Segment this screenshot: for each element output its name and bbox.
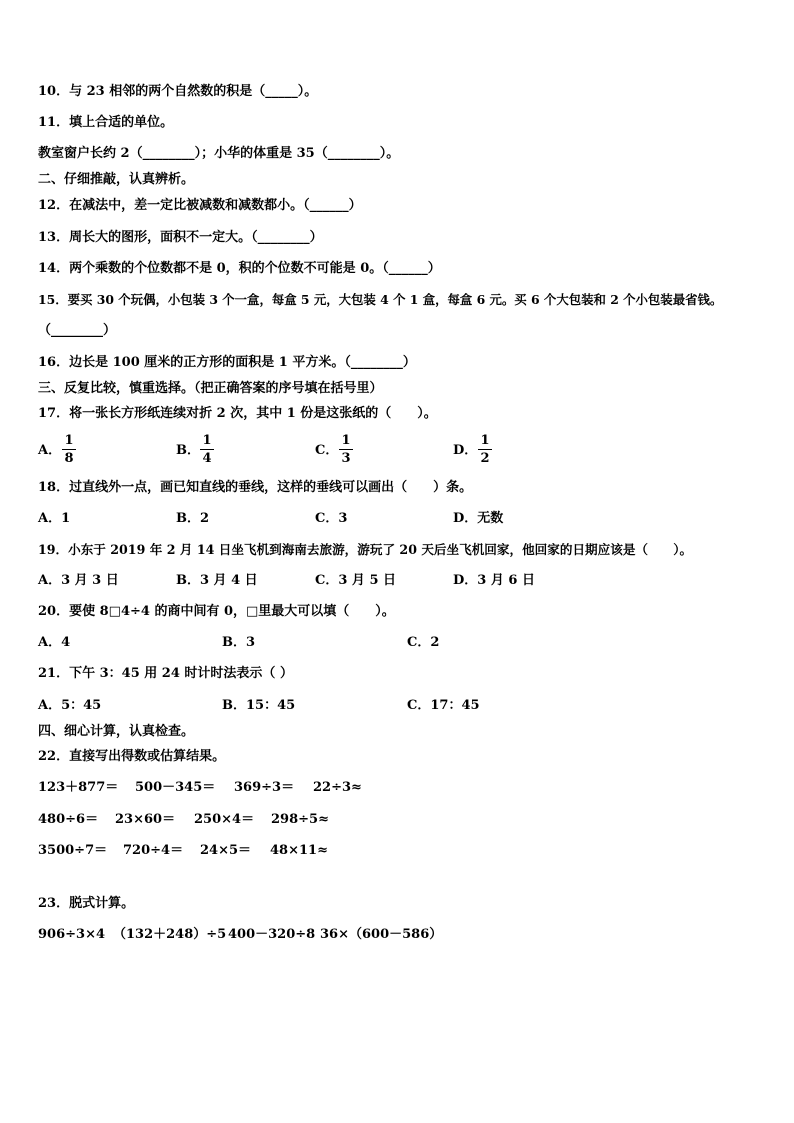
- q17-option-b-label: B．: [176, 443, 200, 458]
- question-19: 19．小东于 2019 年 2 月 14 日坐飞机到海南去旅游，游玩了 20 天后坐飞机回家，他回家的日期应该是（ ）。: [38, 542, 693, 557]
- question-23: 23．脱式计算。: [38, 896, 135, 911]
- q20-option-b: B．3: [222, 635, 256, 650]
- section-3-heading: 三、反复比较，慎重选择。（把正确答案的序号填在括号里）: [38, 381, 383, 396]
- question-20: 20．要使 8□4÷4 的商中间有 0，□里最大可以填（ ）。: [38, 604, 395, 619]
- q17-option-d-label: D．: [453, 443, 478, 458]
- q18-option-b: B．2: [176, 511, 210, 526]
- q17-option-d-fraction: 1 2: [478, 433, 492, 466]
- q23-item: （132＋248）÷5: [113, 927, 227, 942]
- q22-item: 369÷3＝: [234, 780, 295, 795]
- question-12: 12．在减法中，差一定比被减数和减数都小。（______）: [38, 198, 362, 213]
- q18-option-c: C．3: [315, 511, 348, 526]
- q22-item: 3500÷7＝: [38, 843, 108, 858]
- question-16: 16．边长是 100 厘米的正方形的面积是 1 平方米。（________）: [38, 355, 416, 370]
- q21-option-a: A．5：45: [38, 698, 102, 713]
- question-10: 10．与 23 相邻的两个自然数的积是（_____）。: [38, 84, 318, 99]
- q22-item: 48×11≈: [270, 843, 328, 858]
- q22-item: 250×4＝: [194, 812, 255, 827]
- question-14: 14．两个乘数的个位数都不是 0，积的个位数不可能是 0。（______）: [38, 261, 441, 276]
- q19-option-d: D．3 月 6 日: [453, 573, 535, 588]
- q21-option-c: C．17：45: [407, 698, 480, 713]
- q17-option-b-fraction: 1 4: [200, 433, 214, 466]
- question-21: 21．下午 3：45 用 24 时计时法表示（ ）: [38, 666, 293, 681]
- question-17: 17．将一张长方形纸连续对折 2 次，其中 1 份是这张纸的（ ）。: [38, 406, 437, 421]
- q22-item: 23×60＝: [115, 812, 176, 827]
- q19-option-b: B．3 月 4 日: [176, 573, 258, 588]
- section-4-heading: 四、细心计算，认真检查。: [38, 724, 195, 739]
- q22-item: 24×5＝: [200, 843, 252, 858]
- question-11: 11．填上合适的单位。: [38, 115, 174, 130]
- q22-item: 123＋877＝: [38, 780, 119, 795]
- question-15: 15．要买 30 个玩偶，小包装 3 个一盒，每盒 5 元，大包装 4 个 1 盒，每盒 6 元。买 6 个大包装和 2 个小包装最省钱。: [38, 292, 723, 307]
- q22-item: 298÷5≈: [271, 812, 329, 827]
- q17-option-a-label: A．: [38, 443, 62, 458]
- q22-item: 500－345＝: [135, 780, 216, 795]
- q17-option-a-fraction: 1 8: [62, 433, 76, 466]
- q17-option-c-fraction: 1 3: [339, 433, 353, 466]
- q19-option-a: A．3 月 3 日: [38, 573, 119, 588]
- q22-item: 480÷6＝: [38, 812, 99, 827]
- q22-item: 22÷3≈: [313, 780, 362, 795]
- q23-item: 36×（600－586）: [320, 927, 443, 942]
- q22-item: 720÷4＝: [123, 843, 184, 858]
- q20-option-c: C．2: [407, 635, 440, 650]
- q18-option-a: A．1: [38, 511, 71, 526]
- q18-option-d: D．无数: [453, 511, 504, 526]
- question-18: 18．过直线外一点，画已知直线的垂线，这样的垂线可以画出（ ）条。: [38, 480, 473, 495]
- q23-item: 906÷3×4: [38, 927, 106, 942]
- question-15-blank: （________）: [38, 323, 117, 338]
- q17-option-c-label: C．: [315, 443, 339, 458]
- question-11-line: 教室窗户长约 2（________）；小华的体重是 35（________）。: [38, 146, 400, 161]
- question-13: 13．周长大的图形，面积不一定大。（________）: [38, 230, 323, 245]
- question-22: 22．直接写出得数或估算结果。: [38, 749, 226, 764]
- q19-option-c: C．3 月 5 日: [315, 573, 397, 588]
- q21-option-b: B．15：45: [222, 698, 296, 713]
- section-2-heading: 二、仔细推敲，认真辨析。: [38, 172, 195, 187]
- q20-option-a: A．4: [38, 635, 71, 650]
- q23-item: 400－320÷8: [228, 927, 316, 942]
